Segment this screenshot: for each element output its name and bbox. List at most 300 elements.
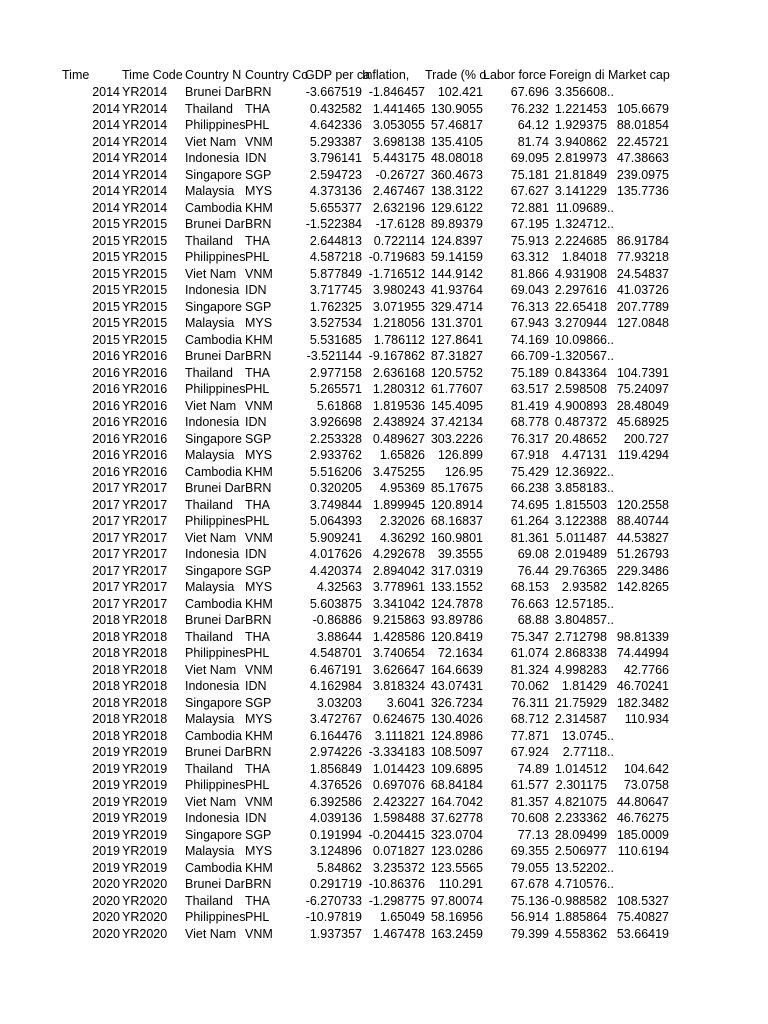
cell-time[interactable]: 2017 [92,530,120,545]
cell-labor-force[interactable]: 68.778 [510,415,549,429]
cell-country-name[interactable]: Viet Nam [185,398,237,413]
cell-country-code[interactable]: MYS [245,316,273,330]
cell-time[interactable]: 2019 [92,811,120,825]
cell-time[interactable]: 2017 [92,580,120,594]
header-time[interactable]: Time [62,68,90,82]
cell-time[interactable]: 2017 [92,547,120,561]
cell-inflation[interactable]: 3.341042 [372,596,425,611]
cell-trade[interactable]: 133.1552 [430,580,483,594]
cell-foreign-direct[interactable]: 12.57185 [554,596,607,611]
cell-time[interactable]: 2015 [92,283,120,297]
cell-foreign-direct[interactable]: 21.81849 [554,167,607,182]
cell-labor-force[interactable]: 67.627 [510,184,549,198]
cell-labor-force[interactable]: 74.695 [510,497,549,512]
cell-time[interactable]: 2018 [92,679,120,693]
cell-time[interactable]: 2015 [92,266,120,281]
cell-time[interactable]: 2018 [92,646,120,660]
cell-market-cap[interactable]: 75.24097 [616,382,669,396]
cell-trade[interactable]: 130.9055 [430,101,483,116]
header-trade[interactable]: Trade (% o [425,68,487,82]
cell-country-code[interactable]: IDN [245,151,267,165]
cell-foreign-direct[interactable]: 1.84018 [561,250,607,264]
cell-trade[interactable]: 138.3122 [430,184,483,198]
cell-country-name[interactable]: Brunei Dar [185,217,245,231]
cell-country-name[interactable]: Indonesia [185,811,240,825]
cell-labor-force[interactable]: 75.347 [510,629,549,644]
cell-time-code[interactable]: YR2016 [122,349,168,363]
cell-inflation[interactable]: 3.235372 [372,860,425,875]
cell-inflation[interactable]: 4.292678 [372,547,425,561]
cell-time-code[interactable]: YR2014 [122,101,168,116]
cell-labor-force[interactable]: 70.608 [510,811,549,825]
cell-gdp-per-capita[interactable]: 3.124896 [309,844,362,858]
cell-labor-force[interactable]: 76.317 [510,431,549,446]
cell-inflation[interactable]: 1.819536 [372,398,425,413]
cell-time-code[interactable]: YR2017 [122,497,168,512]
cell-time-code[interactable]: YR2019 [122,794,168,809]
cell-country-code[interactable]: MYS [245,712,273,726]
cell-market-cap-na[interactable]: .. [607,200,614,215]
cell-foreign-direct[interactable]: 2.233362 [554,811,607,825]
cell-trade[interactable]: 89.89379 [430,217,483,231]
cell-foreign-direct[interactable]: -0.988582 [550,893,607,908]
cell-labor-force[interactable]: 75.181 [510,167,549,182]
cell-market-cap[interactable]: 200.727 [623,431,669,446]
cell-inflation[interactable]: 3.053055 [372,118,425,132]
cell-foreign-direct[interactable]: 2.297616 [554,283,607,297]
cell-country-name[interactable]: Viet Nam [185,266,237,281]
cell-gdp-per-capita[interactable]: 2.974226 [309,745,362,759]
cell-market-cap[interactable]: 74.44994 [616,646,669,660]
cell-country-code[interactable]: IDN [245,679,267,693]
cell-time[interactable]: 2014 [92,200,120,215]
cell-market-cap[interactable]: 98.81339 [616,629,669,644]
cell-time-code[interactable]: YR2018 [122,712,168,726]
cell-foreign-direct[interactable]: 2.77118 [562,745,607,759]
cell-country-name[interactable]: Thailand [185,101,233,116]
cell-time-code[interactable]: YR2015 [122,283,168,297]
cell-labor-force[interactable]: 67.696 [510,85,549,99]
cell-gdp-per-capita[interactable]: 5.603875 [309,596,362,611]
cell-country-code[interactable]: PHL [245,382,270,396]
cell-foreign-direct[interactable]: 4.900893 [554,398,607,413]
cell-labor-force[interactable]: 81.357 [510,794,549,809]
cell-labor-force[interactable]: 63.312 [510,250,549,264]
cell-inflation[interactable]: 9.215863 [372,613,425,627]
cell-country-name[interactable]: Singapore [185,695,242,710]
cell-country-code[interactable]: VNM [245,530,273,545]
cell-trade[interactable]: 72.1634 [437,646,483,660]
cell-inflation[interactable]: 3.6041 [386,695,425,710]
cell-market-cap-na[interactable]: .. [607,481,614,495]
cell-gdp-per-capita[interactable]: 1.856849 [309,761,362,776]
cell-market-cap[interactable]: 75.40827 [616,910,669,924]
cell-labor-force[interactable]: 81.324 [510,662,549,677]
cell-labor-force[interactable]: 69.08 [517,547,549,561]
cell-country-name[interactable]: Malaysia [185,316,235,330]
cell-market-cap-na[interactable]: .. [607,596,614,611]
cell-country-name[interactable]: Cambodia [185,200,242,215]
cell-trade[interactable]: 48.08018 [430,151,483,165]
cell-foreign-direct[interactable]: 20.48652 [554,431,607,446]
cell-gdp-per-capita[interactable]: 2.644813 [309,233,362,248]
cell-market-cap-na[interactable]: .. [607,217,614,231]
cell-time-code[interactable]: YR2016 [122,431,168,446]
cell-trade[interactable]: 326.7234 [430,695,483,710]
cell-time-code[interactable]: YR2018 [122,662,168,677]
cell-labor-force[interactable]: 76.311 [511,695,549,710]
cell-foreign-direct[interactable]: 29.76365 [554,563,607,578]
cell-gdp-per-capita[interactable]: 2.594723 [309,167,362,182]
cell-country-name[interactable]: Brunei Dar [185,349,245,363]
cell-trade[interactable]: 130.4026 [430,712,483,726]
cell-time-code[interactable]: YR2018 [122,695,168,710]
cell-market-cap[interactable]: 104.7391 [616,365,669,380]
cell-gdp-per-capita[interactable]: 4.420374 [309,563,362,578]
cell-market-cap[interactable]: 47.38663 [616,151,669,165]
cell-country-code[interactable]: VNM [245,266,273,281]
cell-country-name[interactable]: Thailand [185,629,233,644]
cell-trade[interactable]: 127.8641 [430,332,483,347]
cell-time[interactable]: 2017 [92,481,120,495]
cell-time[interactable]: 2019 [92,778,120,792]
cell-time-code[interactable]: YR2015 [122,233,168,248]
cell-inflation[interactable]: 1.598488 [372,811,425,825]
cell-foreign-direct[interactable]: 11.09689 [555,200,607,215]
cell-inflation[interactable]: 3.071955 [372,299,425,314]
cell-inflation[interactable]: 1.467478 [372,926,425,941]
cell-time-code[interactable]: YR2019 [122,761,168,776]
cell-time-code[interactable]: YR2018 [122,679,168,693]
cell-time-code[interactable]: YR2014 [122,200,168,215]
cell-time[interactable]: 2018 [92,695,120,710]
cell-country-name[interactable]: Viet Nam [185,530,237,545]
cell-time-code[interactable]: YR2016 [122,382,168,396]
cell-country-name[interactable]: Indonesia [185,283,240,297]
cell-trade[interactable]: 124.8397 [430,233,483,248]
cell-country-name[interactable]: Cambodia [185,728,242,743]
cell-time[interactable]: 2018 [92,728,120,743]
cell-country-name[interactable]: Brunei Dar [185,745,245,759]
cell-labor-force[interactable]: 68.88 [517,613,549,627]
cell-gdp-per-capita[interactable]: 4.587218 [309,250,362,264]
cell-country-code[interactable]: SGP [245,695,272,710]
cell-gdp-per-capita[interactable]: 4.373136 [309,184,362,198]
cell-market-cap[interactable]: 46.76275 [616,811,669,825]
cell-country-code[interactable]: VNM [245,662,273,677]
cell-labor-force[interactable]: 81.866 [510,266,549,281]
cell-gdp-per-capita[interactable]: -3.667519 [305,85,362,99]
cell-labor-force[interactable]: 70.062 [510,679,549,693]
cell-inflation[interactable]: 2.423227 [372,794,425,809]
cell-country-name[interactable]: Thailand [185,497,233,512]
cell-country-code[interactable]: PHL [245,250,270,264]
cell-labor-force[interactable]: 68.712 [510,712,549,726]
cell-country-name[interactable]: Thailand [185,761,233,776]
cell-trade[interactable]: 93.89786 [430,613,483,627]
cell-gdp-per-capita[interactable]: -0.86886 [312,613,362,627]
cell-country-code[interactable]: THA [245,233,270,248]
cell-market-cap[interactable]: 127.0848 [616,316,669,330]
cell-time[interactable]: 2015 [92,233,120,248]
cell-time-code[interactable]: YR2016 [122,398,168,413]
cell-foreign-direct[interactable]: 4.558362 [554,926,607,941]
cell-foreign-direct[interactable]: 2.819973 [554,151,607,165]
cell-inflation[interactable]: 1.014423 [372,761,425,776]
cell-gdp-per-capita[interactable]: 2.977158 [309,365,362,380]
cell-labor-force[interactable]: 81.74 [517,134,549,149]
cell-trade[interactable]: 85.17675 [430,481,483,495]
cell-foreign-direct[interactable]: 2.712798 [554,629,607,644]
cell-labor-force[interactable]: 69.095 [510,151,549,165]
cell-market-cap[interactable]: 105.6679 [616,101,669,116]
header-labor-force[interactable]: Labor force [483,68,547,82]
cell-market-cap[interactable]: 51.26793 [616,547,669,561]
cell-time[interactable]: 2015 [92,299,120,314]
cell-time[interactable]: 2014 [92,151,120,165]
cell-market-cap-na[interactable]: .. [607,464,614,479]
cell-country-name[interactable]: Cambodia [185,596,242,611]
cell-inflation[interactable]: 0.624675 [372,712,425,726]
cell-inflation[interactable]: 2.438924 [372,415,425,429]
cell-inflation[interactable]: -0.204415 [368,827,425,842]
cell-time[interactable]: 2014 [92,101,120,116]
cell-country-name[interactable]: Philippines [185,778,246,792]
cell-gdp-per-capita[interactable]: -10.97819 [305,910,362,924]
cell-foreign-direct[interactable]: 4.821075 [554,794,607,809]
cell-inflation[interactable]: -1.846457 [368,85,425,99]
cell-time-code[interactable]: YR2014 [122,151,168,165]
header-time-code[interactable]: Time Code [122,68,183,82]
cell-time-code[interactable]: YR2018 [122,629,168,644]
cell-gdp-per-capita[interactable]: 4.376526 [309,778,362,792]
cell-trade[interactable]: 124.7878 [430,596,483,611]
cell-foreign-direct[interactable]: 4.931908 [554,266,607,281]
cell-foreign-direct[interactable]: 3.270944 [554,316,607,330]
cell-country-name[interactable]: Indonesia [185,547,240,561]
cell-trade[interactable]: 126.95 [444,464,483,479]
cell-inflation[interactable]: 3.111821 [374,728,425,743]
cell-labor-force[interactable]: 74.169 [510,332,549,347]
cell-country-name[interactable]: Viet Nam [185,794,237,809]
cell-trade[interactable]: 120.8914 [430,497,483,512]
cell-market-cap[interactable]: 88.01854 [616,118,669,132]
cell-gdp-per-capita[interactable]: 3.749844 [309,497,362,512]
cell-time[interactable]: 2016 [92,382,120,396]
cell-country-code[interactable]: MYS [245,580,273,594]
cell-time-code[interactable]: YR2015 [122,316,168,330]
cell-foreign-direct[interactable]: 1.81429 [561,679,607,693]
cell-gdp-per-capita[interactable]: 5.265571 [309,382,362,396]
cell-country-code[interactable]: BRN [245,877,272,891]
cell-foreign-direct[interactable]: 28.09499 [554,827,607,842]
cell-market-cap[interactable]: 110.934 [624,712,669,726]
cell-time-code[interactable]: YR2016 [122,365,168,380]
cell-labor-force[interactable]: 63.517 [510,382,549,396]
header-inflation[interactable]: Inflation, [362,68,410,82]
cell-labor-force[interactable]: 77.13 [517,827,549,842]
cell-inflation[interactable]: 1.899945 [372,497,425,512]
cell-time-code[interactable]: YR2015 [122,299,168,314]
cell-time[interactable]: 2014 [92,167,120,182]
cell-inflation[interactable]: 3.475255 [372,464,425,479]
cell-gdp-per-capita[interactable]: 1.762325 [309,299,362,314]
cell-country-name[interactable]: Brunei Dar [185,481,245,495]
cell-time[interactable]: 2016 [92,415,120,429]
cell-market-cap[interactable]: 42.7766 [623,662,669,677]
cell-labor-force[interactable]: 75.189 [510,365,549,380]
cell-time-code[interactable]: YR2019 [122,860,168,875]
cell-trade[interactable]: 135.4105 [430,134,483,149]
cell-time[interactable]: 2018 [92,629,120,644]
cell-country-name[interactable]: Malaysia [185,184,235,198]
cell-inflation[interactable]: 2.636168 [372,365,425,380]
cell-labor-force[interactable]: 64.12 [517,118,549,132]
cell-country-code[interactable]: VNM [245,794,273,809]
cell-market-cap[interactable]: 239.0975 [616,167,669,182]
cell-country-name[interactable]: Philippines [185,514,246,528]
cell-trade[interactable]: 360.4673 [430,167,483,182]
cell-time-code[interactable]: YR2014 [122,184,168,198]
cell-foreign-direct[interactable]: 1.221453 [554,101,607,116]
cell-labor-force[interactable]: 81.361 [510,530,549,545]
cell-time-code[interactable]: YR2017 [122,580,168,594]
cell-trade[interactable]: 110.291 [438,877,483,891]
cell-market-cap[interactable]: 110.6194 [617,844,669,858]
cell-time[interactable]: 2016 [92,448,120,462]
cell-time[interactable]: 2014 [92,184,120,198]
cell-country-code[interactable]: KHM [245,464,273,479]
cell-trade[interactable]: 102.421 [437,85,483,99]
cell-country-code[interactable]: THA [245,893,270,908]
cell-market-cap[interactable]: 45.68925 [616,415,669,429]
cell-country-code[interactable]: PHL [245,778,270,792]
cell-labor-force[interactable]: 75.429 [510,464,549,479]
cell-inflation[interactable]: 3.626647 [372,662,425,677]
cell-inflation[interactable]: -17.6128 [375,217,425,231]
cell-country-name[interactable]: Philippines [185,118,246,132]
cell-country-name[interactable]: Indonesia [185,415,240,429]
cell-gdp-per-capita[interactable]: 3.527534 [309,316,362,330]
cell-foreign-direct[interactable]: 1.815503 [554,497,607,512]
cell-market-cap-na[interactable]: .. [607,860,614,875]
cell-time-code[interactable]: YR2018 [122,613,168,627]
cell-time[interactable]: 2019 [92,827,120,842]
cell-trade[interactable]: 144.9142 [430,266,483,281]
cell-time-code[interactable]: YR2016 [122,464,168,479]
cell-time-code[interactable]: YR2020 [122,893,168,908]
cell-country-code[interactable]: BRN [245,85,272,99]
header-gdp-per-capita[interactable]: GDP per ca [305,68,371,82]
cell-foreign-direct[interactable]: 2.301175 [555,778,607,792]
cell-country-code[interactable]: THA [245,497,270,512]
cell-market-cap-na[interactable]: .. [607,332,614,347]
cell-inflation[interactable]: -1.298775 [368,893,425,908]
cell-market-cap-na[interactable]: .. [607,85,614,99]
cell-time-code[interactable]: YR2014 [122,85,168,99]
cell-trade[interactable]: 61.77607 [430,382,483,396]
cell-foreign-direct[interactable]: 4.710576 [554,877,607,891]
cell-inflation[interactable]: 2.32026 [379,514,425,528]
cell-gdp-per-capita[interactable]: 5.877849 [309,266,362,281]
cell-time-code[interactable]: YR2017 [122,596,168,611]
cell-time[interactable]: 2016 [92,464,120,479]
cell-time[interactable]: 2020 [92,877,120,891]
cell-country-name[interactable]: Singapore [185,299,242,314]
cell-foreign-direct[interactable]: 13.52202 [554,860,607,875]
cell-foreign-direct[interactable]: 1.929375 [554,118,607,132]
cell-time-code[interactable]: YR2020 [122,926,168,941]
cell-trade[interactable]: 323.0704 [430,827,483,842]
cell-labor-force[interactable]: 67.678 [510,877,549,891]
cell-trade[interactable]: 145.4095 [430,398,483,413]
cell-market-cap-na[interactable]: .. [607,613,614,627]
cell-time-code[interactable]: YR2014 [122,134,168,149]
cell-country-name[interactable]: Indonesia [185,679,240,693]
cell-market-cap-na[interactable]: .. [607,728,614,743]
cell-country-name[interactable]: Brunei Dar [185,877,245,891]
cell-foreign-direct[interactable]: 2.506977 [554,844,607,858]
cell-gdp-per-capita[interactable]: -1.522384 [305,217,362,231]
cell-trade[interactable]: 39.3555 [437,547,483,561]
cell-country-name[interactable]: Viet Nam [185,926,237,941]
cell-trade[interactable]: 68.16837 [430,514,483,528]
cell-market-cap-na[interactable]: .. [607,349,614,363]
cell-country-code[interactable]: PHL [245,514,270,528]
cell-time[interactable]: 2015 [92,332,120,347]
cell-country-name[interactable]: Malaysia [185,448,235,462]
cell-trade[interactable]: 160.9801 [430,530,483,545]
cell-market-cap[interactable]: 88.40744 [616,514,669,528]
cell-time-code[interactable]: YR2019 [122,745,168,759]
cell-labor-force[interactable]: 69.043 [510,283,549,297]
cell-labor-force[interactable]: 68.153 [510,580,549,594]
cell-trade[interactable]: 58.16956 [430,910,483,924]
cell-trade[interactable]: 109.6895 [430,761,483,776]
cell-time[interactable]: 2017 [92,563,120,578]
cell-time[interactable]: 2019 [92,794,120,809]
cell-inflation[interactable]: 3.818324 [372,679,425,693]
cell-country-name[interactable]: Singapore [185,827,242,842]
cell-country-code[interactable]: MYS [245,844,273,858]
cell-trade[interactable]: 164.6639 [430,662,483,677]
cell-time-code[interactable]: YR2018 [122,728,168,743]
cell-time[interactable]: 2020 [92,926,120,941]
cell-foreign-direct[interactable]: 2.314587 [554,712,607,726]
cell-gdp-per-capita[interactable]: 6.164476 [309,728,362,743]
cell-trade[interactable]: 164.7042 [430,794,483,809]
cell-time[interactable]: 2019 [92,745,120,759]
cell-country-name[interactable]: Malaysia [185,580,235,594]
cell-inflation[interactable]: 0.489627 [372,431,425,446]
cell-market-cap[interactable]: 24.54837 [616,266,669,281]
cell-foreign-direct[interactable]: 1.014512 [554,761,607,776]
cell-time-code[interactable]: YR2019 [122,811,168,825]
cell-inflation[interactable]: 1.441465 [372,101,425,116]
cell-labor-force[interactable]: 81.419 [510,398,549,413]
cell-gdp-per-capita[interactable]: 4.162984 [309,679,362,693]
cell-gdp-per-capita[interactable]: 4.32563 [316,580,362,594]
cell-trade[interactable]: 120.8419 [430,629,483,644]
cell-market-cap[interactable]: 41.03726 [616,283,669,297]
header-foreign-direct[interactable]: Foreign di [549,68,605,82]
cell-labor-force[interactable]: 61.074 [510,646,549,660]
cell-time[interactable]: 2016 [92,431,120,446]
cell-time[interactable]: 2016 [92,349,120,363]
cell-time[interactable]: 2020 [92,893,120,908]
cell-inflation[interactable]: 3.778961 [372,580,425,594]
cell-time-code[interactable]: YR2017 [122,481,168,495]
